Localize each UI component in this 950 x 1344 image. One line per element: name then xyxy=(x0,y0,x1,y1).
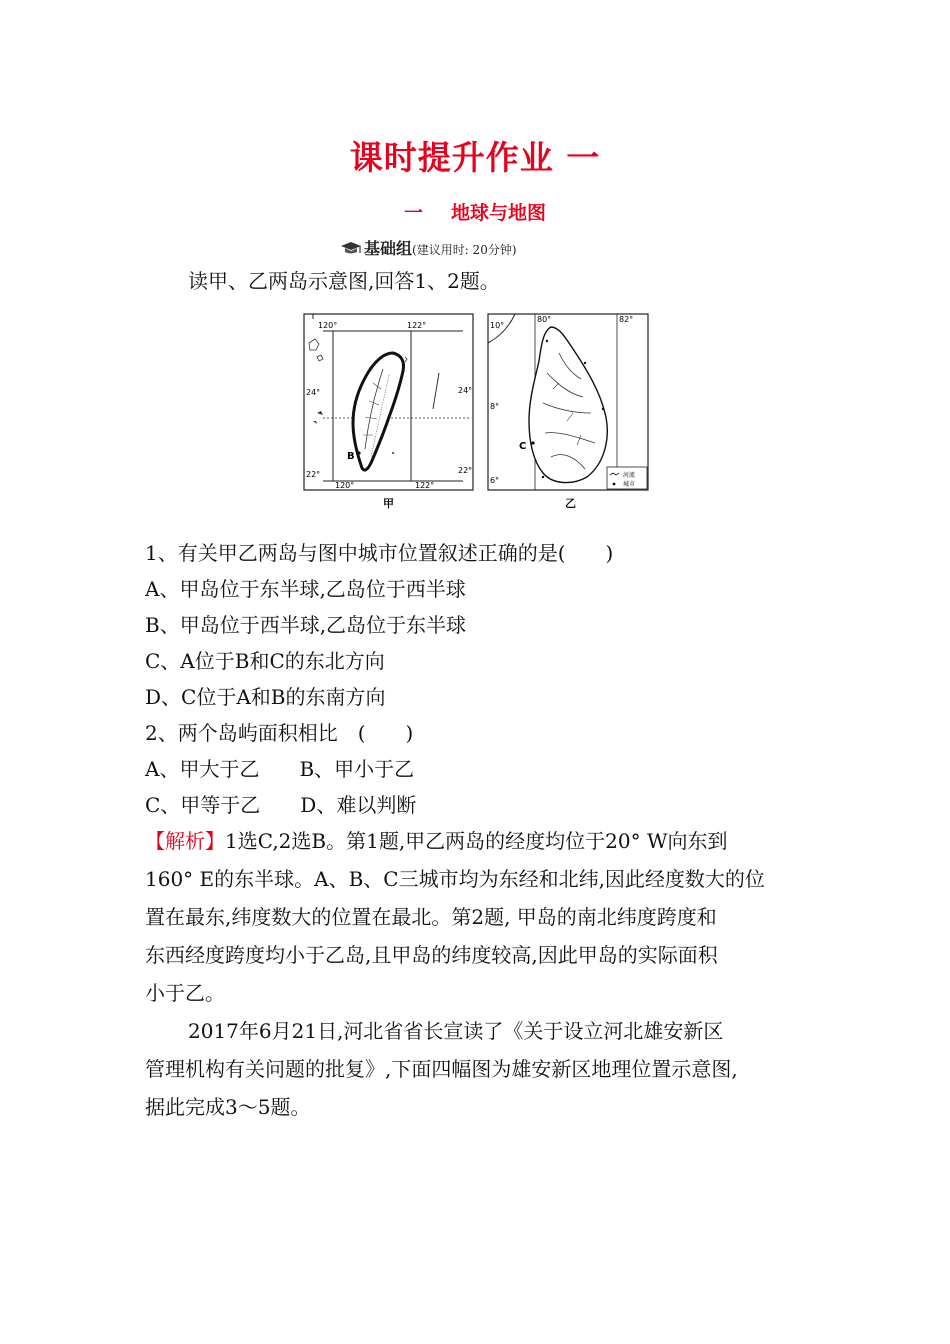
graduation-cap-icon xyxy=(340,241,362,261)
q2-options-cd: C、甲等于乙 D、难以判断 xyxy=(145,793,417,817)
jia-label-b: B xyxy=(347,451,355,462)
jia-lon-right-bottom: 122° xyxy=(415,481,435,490)
yi-lat-mid: 8° xyxy=(490,402,500,411)
island-maps-figure xyxy=(303,313,649,513)
group-header xyxy=(340,236,517,261)
jia-lat-top-left: 24° xyxy=(306,388,321,397)
page-title: 课时提升作业 一 xyxy=(349,138,601,177)
jia-lat-bottom-left: 22° xyxy=(306,470,321,479)
jia-lon-left-bottom: 120° xyxy=(335,481,355,490)
section-heading xyxy=(0,198,950,225)
jia-lat-bottom-right: 22° xyxy=(458,466,473,475)
analysis-tag: 【解析】 xyxy=(145,829,225,853)
yi-lon-right: 82° xyxy=(619,315,634,324)
map-yi xyxy=(488,314,648,490)
intro2-line-2: 管理机构有关问题的批复》,下面四幅图为雄安新区地理位置示意图, xyxy=(145,1057,738,1081)
jia-lon-left: 120° xyxy=(318,321,338,330)
group-name: 基础组 xyxy=(364,239,413,258)
q1-option-c: C、A位于B和C的东北方向 xyxy=(145,649,385,673)
q1-stem: 1、有关甲乙两岛与图中城市位置叙述正确的是( ) xyxy=(145,541,614,565)
legend-city: 城市 xyxy=(623,481,636,488)
section-title: 地球与地图 xyxy=(451,202,547,224)
yi-lat-bottom: 6° xyxy=(490,476,500,485)
analysis-line-2: 160° E的东半球。A、B、C三城市均为东经和北纬,因此经度数大的位 xyxy=(145,867,765,891)
intro-text: 读甲、乙两岛示意图,回答1、2题。 xyxy=(188,269,500,293)
city-legend-icon xyxy=(613,483,616,486)
yi-caption: 乙 xyxy=(565,497,576,510)
q1-option-a: A、甲岛位于东半球,乙岛位于西半球 xyxy=(145,577,466,601)
yi-lon-left: 80° xyxy=(537,315,552,324)
jia-lat-top-right: 24° xyxy=(458,386,473,395)
jia-caption: 甲 xyxy=(383,497,394,510)
yi-label-c: C xyxy=(519,441,527,452)
q1-option-d: D、C位于A和B的东南方向 xyxy=(145,685,386,709)
yi-lat-top: 10° xyxy=(490,321,505,330)
intro2-line-1: 2017年6月21日,河北省省长宣读了《关于设立河北雄安新区 xyxy=(188,1019,724,1043)
analysis-line-1: 【解析】1选C,2选B。第1题,甲乙两岛的经度均位于20° W向东到 xyxy=(145,829,728,853)
intro2-line-3: 据此完成3～5题。 xyxy=(145,1095,311,1119)
legend-river: 河流 xyxy=(623,472,636,479)
analysis-line-3: 置在最东,纬度数大的位置在最北。第2题, 甲岛的南北纬度跨度和 xyxy=(145,905,717,929)
q2-options-ab: A、甲大于乙 B、甲小于乙 xyxy=(145,757,415,781)
q1-option-b: B、甲岛位于西半球,乙岛位于东半球 xyxy=(145,613,467,637)
section-number: 一 xyxy=(403,202,423,224)
q2-stem: 2、两个岛屿面积相比 ( ) xyxy=(145,721,414,745)
analysis-line-4: 东西经度跨度均小于乙岛,且甲岛的纬度较高,因此甲岛的实际面积 xyxy=(145,943,718,967)
map-jia xyxy=(304,314,473,490)
analysis-line-5: 小于乙。 xyxy=(145,981,225,1005)
group-time: (建议用时: 20分钟) xyxy=(412,243,517,257)
jia-lon-right: 122° xyxy=(407,321,427,330)
